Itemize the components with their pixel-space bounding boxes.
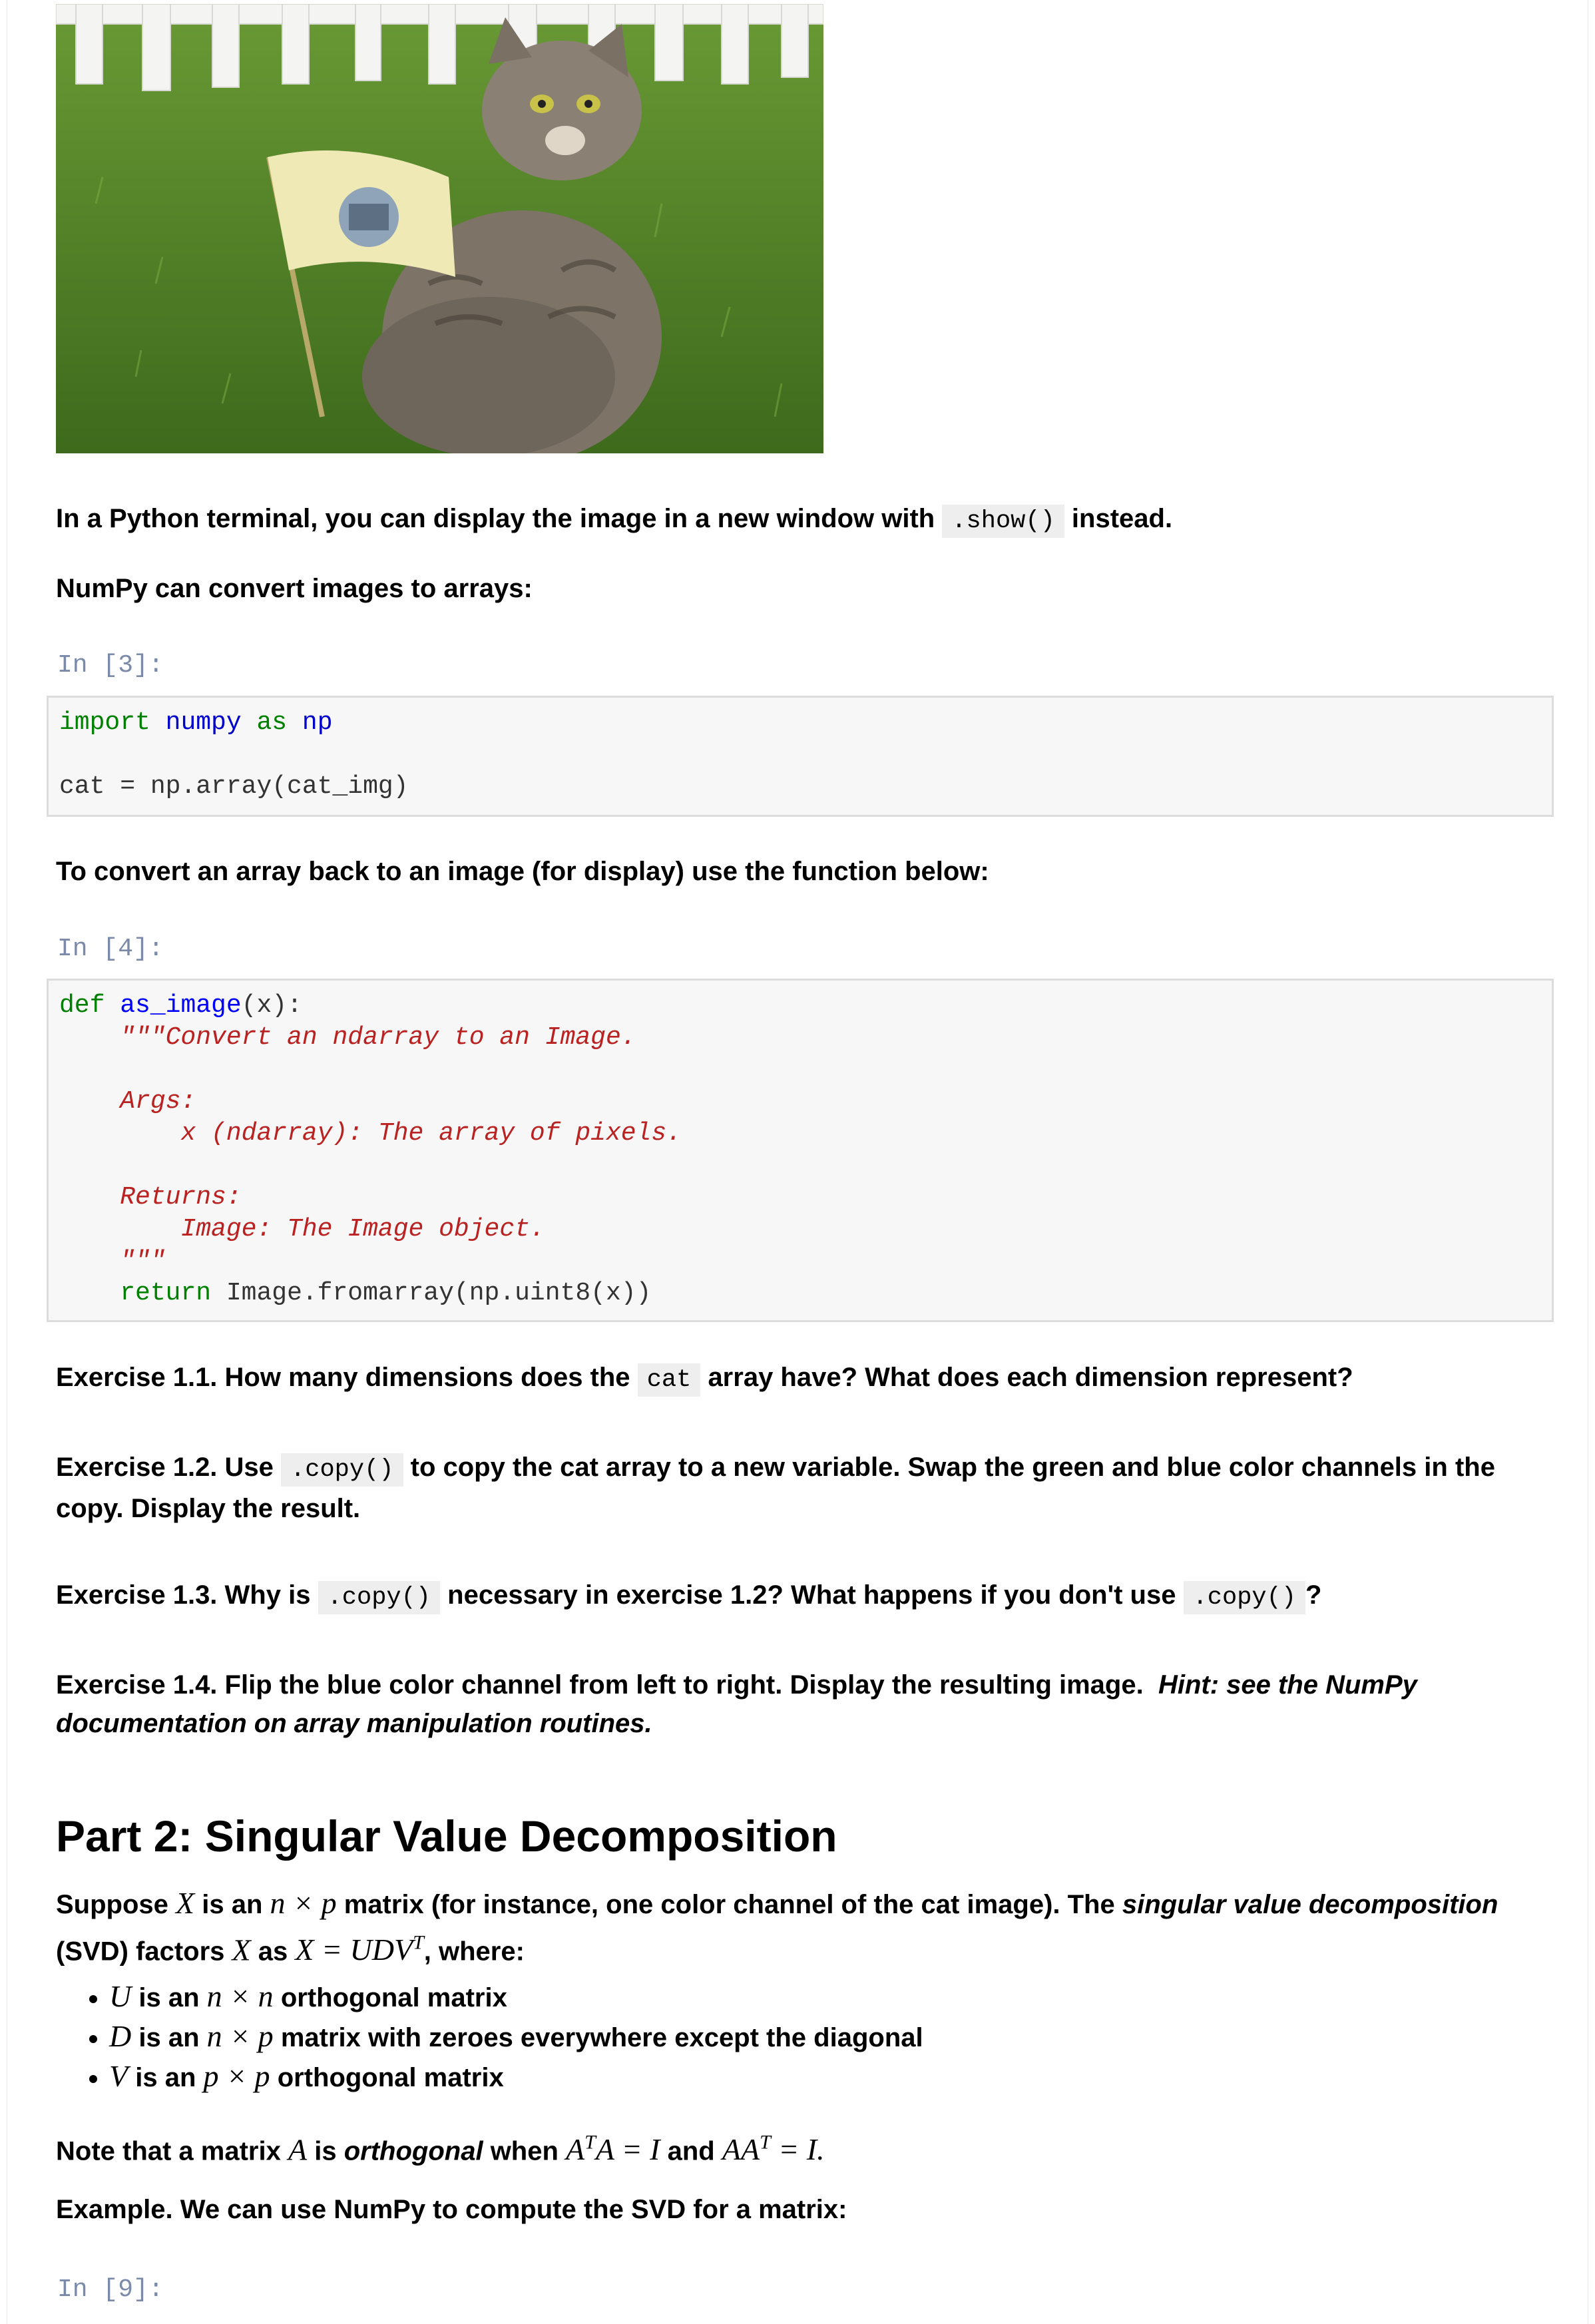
inline-code-show: .show(): [942, 505, 1064, 538]
markdown-numpy-convert: NumPy can convert images to arrays:: [56, 574, 533, 603]
list-item: • U is an n × n orthogonal matrix: [109, 1977, 923, 2017]
inline-code-copy: .copy(): [281, 1453, 403, 1487]
cell-prompt-3: In [3]:: [57, 651, 164, 680]
inline-code-copy: .copy(): [318, 1581, 440, 1614]
example-paragraph: Example. We can use NumPy to compute the SVD for a matrix:: [56, 2195, 847, 2224]
orthogonal-note: Note that a matrix A is orthogonal when $A^TA = I$ and $AA^T = I$.: [56, 2132, 825, 2167]
code-cell-3[interactable]: import numpy as np cat = np.array(cat_img): [47, 696, 1554, 817]
svd-bullet-list: [56, 1977, 923, 2097]
svd-paragraph: Suppose X is an n × p matrix (for instance, one color channel of the cat image). The singular value decomposition (SVD) factors X as $X = UDV^T$, where:: [56, 1886, 1498, 1967]
exercise-1-1: Exercise 1.1. How many dimensions does the cat array have? What does each dimension represent?: [56, 1358, 1547, 1399]
exercise-1-2: Exercise 1.2. Use .copy() to copy the cat array to a new variable. Swap the green and blue color channels in the copy. Display the result.: [56, 1453, 1495, 1523]
code-cell-4[interactable]: def as_image(x): """Convert an ndarray to an Image. Args: x (ndarray): The array of pixels. Returns: Image: The Image object. """ return Image.fromarray(np.uint8(x)): [47, 979, 1554, 1322]
markdown-display-text: In a Python terminal, you can display the image in a new window with .show() instead.: [56, 499, 1547, 541]
list-item: • V is an p × p orthogonal matrix: [109, 2057, 923, 2097]
part-2-heading: Part 2: Singular Value Decomposition: [56, 1811, 837, 1861]
list-item: • D is an n × p matrix with zeroes everywhere except the diagonal: [109, 2017, 923, 2057]
inline-code-copy-2: .copy(): [1184, 1581, 1305, 1614]
cell-prompt-9: In [9]:: [57, 2275, 164, 2304]
inline-code-cat: cat: [638, 1363, 701, 1397]
cell-prompt-4: In [4]:: [57, 935, 164, 963]
cat-image: [56, 4, 823, 453]
exercise-1-3: Exercise 1.3. Why is .copy() necessary in exercise 1.2? What happens if you don't use .copy() ?: [56, 1576, 1547, 1617]
exercise-1-4: Exercise 1.4. Flip the blue color channel from left to right. Display the resulting image. Hint: see the NumPy documentation on array manipulation routines.: [56, 1670, 1417, 1738]
cat-photo-illustration: [56, 4, 823, 453]
markdown-convert-back: To convert an array back to an image (for display) use the function below:: [56, 857, 989, 886]
